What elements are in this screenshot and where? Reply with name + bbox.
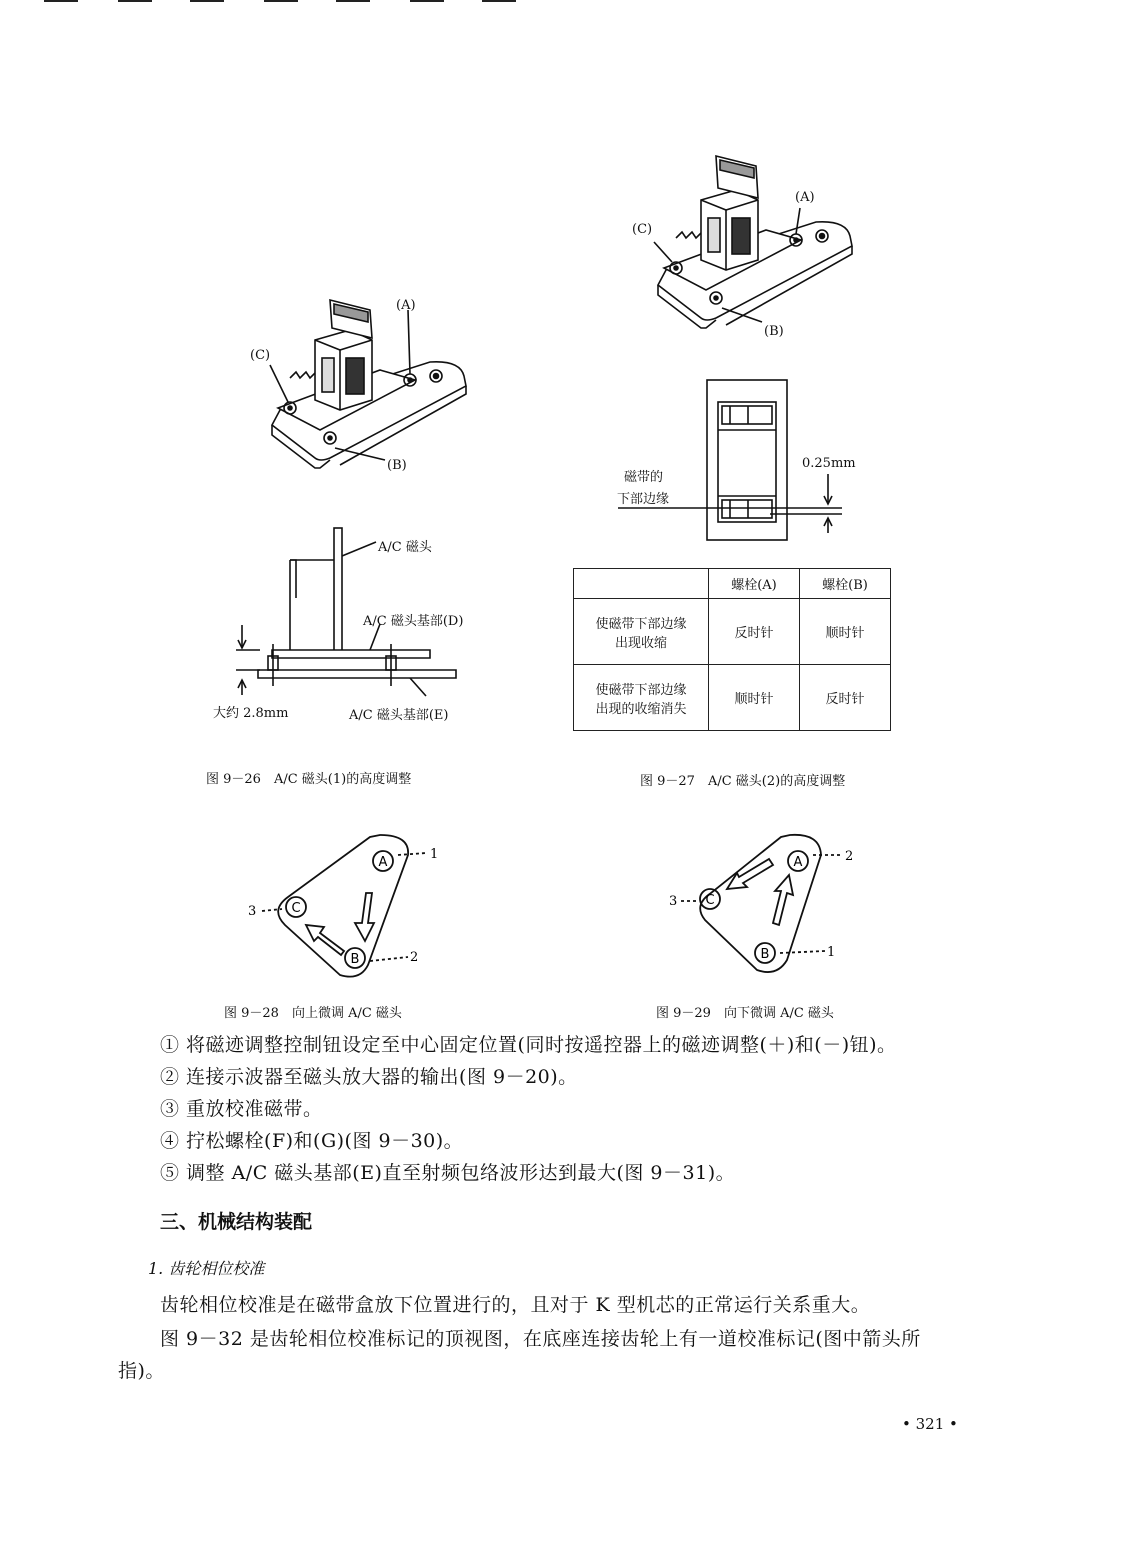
table-cell-screw-a: 反时针 [709,599,800,665]
mark-a: A [793,855,803,870]
scan-rule [118,0,152,2]
order-1: 1 [827,945,836,960]
subsection-title: 1. 齿轮相位校准 [148,1259,265,1278]
label-screw-c-2: (C) [632,222,653,237]
label-tape-lower: 磁带的 [624,470,664,485]
section-title: 三、机械结构装配 [160,1211,313,1233]
order-3: 3 [248,904,257,919]
caption-figure-9-26: 图 9－26 A/C 磁头(1)的高度调整 [206,772,412,787]
table-row [574,599,891,665]
step-3: ③ 重放校准磁带。 [160,1098,323,1120]
table-cell-condition [574,665,709,731]
scan-rule [482,0,516,2]
caption-figure-9-29: 图 9－29 向下微调 A/C 磁头 [656,1006,834,1021]
label-screw-a-2: (A) [795,190,815,205]
table-header-row [574,569,891,599]
mark-c: C [291,901,301,916]
table-cell-screw-b: 顺时针 [800,599,891,665]
order-3: 3 [669,894,678,909]
triangle-plate-up-adjust [240,825,440,985]
label-tape-lower-edge: 下部边缘 [617,492,670,507]
cell-line: 使磁带下部边缘 [595,682,687,698]
caption-figure-9-28: 图 9－28 向上微调 A/C 磁头 [224,1006,402,1021]
table-header-cell: 螺栓(A) [709,569,800,599]
mark-b: B [350,952,360,967]
table-cell-condition [574,599,709,665]
order-2: 2 [410,950,419,965]
cell-line: 出现的收缩消失 [595,701,687,717]
order-1: 1 [430,847,439,862]
head-assembly-drawing-1 [260,290,480,480]
table-header-cell [574,569,709,599]
label-screw-b-2: (B) [764,324,784,339]
scan-rule [190,0,224,2]
scan-rule [264,0,298,2]
mark-b: B [760,947,770,962]
step-2: ② 连接示波器至磁头放大器的输出(图 9－20)。 [160,1066,578,1088]
table-cell-screw-a: 顺时针 [709,665,800,731]
cell-line: 使磁带下部边缘 [595,616,687,632]
table-row [574,665,891,731]
label-dimension-2-8mm: 大约 2.8mm [213,706,289,721]
cell-line: 出现收缩 [614,635,667,651]
paragraph-2-line-1: 图 9－32 是齿轮相位校准标记的顶视图，在底座连接齿轮上有一道校准标记(图中箭头所 [160,1328,921,1350]
label-ac-head: A/C 磁头 [378,540,432,555]
step-4: ④ 拧松螺栓(F)和(G)(图 9－30)。 [160,1130,464,1152]
order-2: 2 [845,849,854,864]
label-screw-a: (A) [396,298,416,313]
scan-rule [410,0,444,2]
caption-figure-9-27: 图 9－27 A/C 磁头(2)的高度调整 [640,774,846,789]
label-dimension-0-25mm: 0.25mm [802,456,856,471]
screw-adjustment-table [573,568,891,731]
mark-a: A [378,855,388,870]
label-ac-head-base-d: A/C 磁头基部(D) [363,614,464,629]
label-screw-c: (C) [250,348,271,363]
mark-c: C [705,893,715,908]
label-ac-head-base-e: A/C 磁头基部(E) [349,708,449,723]
head-assembly-drawing-2 [650,150,870,340]
triangle-plate-down-adjust [665,825,865,985]
scan-rule [336,0,370,2]
page-number: • 321 • [902,1415,958,1433]
step-5: ⑤ 调整 A/C 磁头基部(E)直至射频包络波形达到最大(图 9－31)。 [160,1162,736,1184]
table-cell-screw-b: 反时针 [800,665,891,731]
paragraph-1: 齿轮相位校准是在磁带盒放下位置进行的，且对于 K 型机芯的正常运行关系重大。 [160,1294,871,1316]
paragraph-2-line-2: 指)。 [118,1360,165,1382]
scan-rule [44,0,78,2]
step-1: ① 将磁迹调整控制钮设定至中心固定位置(同时按遥控器上的磁迹调整(＋)和(－)钮)。 [160,1034,897,1056]
table-header-cell: 螺栓(B) [800,569,891,599]
label-screw-b: (B) [387,458,407,473]
